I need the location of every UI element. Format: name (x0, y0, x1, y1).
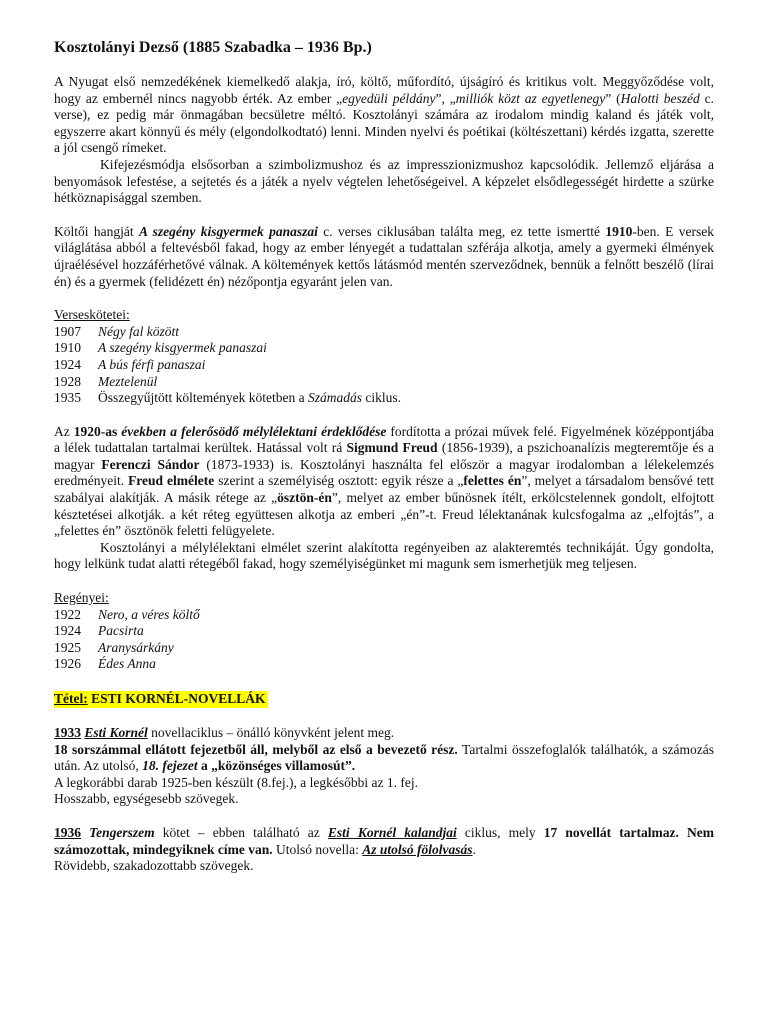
list-item: 1925 Aranysárkány (54, 639, 174, 655)
poetic-voice-paragraph: Költői hangját A szegény kisgyermek panaszai c. verses ciklusában találta meg, ez tette ismertté 1910-ben. E versek világlátása abból a feltevésből fakad, hogy az ember lényegét a tudattalan szférája alkotja, amely a gyermeki élmények újraélésével hozzáférhetővé válnak. A költemények kettős látásmód mentén szerveződnek, bennük a felnőtt beszélő (lírai én) és a gyermek (felidézett én) nézőpontja egyaránt jelen van. (54, 223, 714, 289)
page-title: Kosztolányi Dezső (1885 Szabadka – 1936 Bp.) (54, 39, 372, 56)
list-item: 1924 Pacsirta (54, 623, 144, 639)
esti-1933-paragraph: 1933 Esti Kornél novellaciklus – önálló könyvként jelent meg. 18 sorszámmal ellátott fejezetből áll, melyből az első a bevezető rész. Tartalmi összefoglalók találhatók, a számozás után. Az utolsó, 18. fejezet a „közönséges villamosút”. A legkorábbi darab 1925-ben készült (8.fej.), a legkésőbbi az 1. fej. Hosszabb, egységesebb szövegek. (54, 725, 714, 807)
list-item: 1924 A bús férfi panaszai (54, 356, 206, 372)
list-item: 1928 Meztelenül (54, 373, 158, 389)
topic-highlight: Tétel: ESTI KORNÉL-NOVELLÁK (54, 691, 266, 706)
list-item: 1935 Összegyűjtött költemények kötetben a Számadás ciklus. (54, 390, 401, 406)
list-item: 1922 Nero, a véres költő (54, 606, 200, 622)
intro-paragraph-1: A Nyugat első nemzedékének kiemelkedő alakja, író, költő, műfordító, újságíró és kritikus volt. Meggyőződése volt, hogy az embernél nincs nagyobb érték. Az ember „egyedüli példány”, „milliók közt az egyetlenegy” (Halotti beszéd c. verse), ez pedig már önmagában becsületre méltó. Kosztolányi számára az irodalom mindig kaland és játék volt, egyszerre akart könnyű és mély (elgondolkodtató) lenni. Minden nyelvi és poétikai (költészettani) kérdés izgatta, szerette a jól csengő rímeket. (54, 74, 714, 156)
document-page (54, 38, 714, 875)
list-item: 1907 Négy fal között (54, 323, 179, 339)
list-item: 1910 A szegény kisgyermek panaszai (54, 340, 267, 356)
intro-paragraph-2: Kifejezésmódja elsősorban a szimbolizmushoz és az impresszionizmushoz kapcsolódik. Jellemző eljárása a benyomások lefestése, a sejtetés és a játék a nyelv végtelen lehetőségeivel. A képzelet elsődlegességét hirdette a szürke hétköznapisággal szemben. (54, 156, 714, 206)
list-item: 1926 Édes Anna (54, 656, 156, 672)
depth-psychology-paragraph-1: Az 1920-as években a felerősödő mélylélektani érdeklődése fordította a prózai művek felé. Figyelmének középpontjába a lélek tudattalan tartalmai kerültek. Hatással volt rá Sigmund Freud (1856-1939), a pszichoanalízis megteremtője és a magyar Ferenczi Sándor (1873-1933) is. Kosztolányi használta fel először a magyar irodalomban a lélekelemzés eredményeit. Freud elmélete szerint a személyiség osztott: egyik része a „felettes én”, melyet a társadalom bensővé tett szabályai alakítják. A másik rétege az „ösztön-én”, melyet az ember bűnösnek ítélt, erkölcstelennek gondolt, elfojtott késztetései alkotják. a két réteg együttesen alkotja az emberi „én”-t. Freud lélektanának kulcsfogalma az „elfojtás”, a „felettes én” ösztönök feletti felügyelete. (54, 423, 715, 539)
depth-psychology-paragraph-2: Kosztolányi a mélylélektani elmélet szerint alakította regényeiben az alakteremtés technikáját. Úgy gondolta, hogy lelkünk tudat alatti rétegéből fakad, hogy személyiségünket mi magunk sem ismerhetjük meg teljesen. (54, 539, 714, 572)
novels-heading: Regényei: (54, 590, 109, 606)
esti-1936-paragraph: 1936 Tengerszem kötet – ebben található az Esti Kornél kalandjai ciklus, mely 17 novellát tartalmaz. Nem számozottak, mindegyiknek címe van. Utolsó novella: Az utolsó fölolvasás. Rövidebb, szakadozottabb szövegek. (54, 824, 715, 874)
poetry-volumes-heading: Verseskötetei: (54, 307, 130, 323)
